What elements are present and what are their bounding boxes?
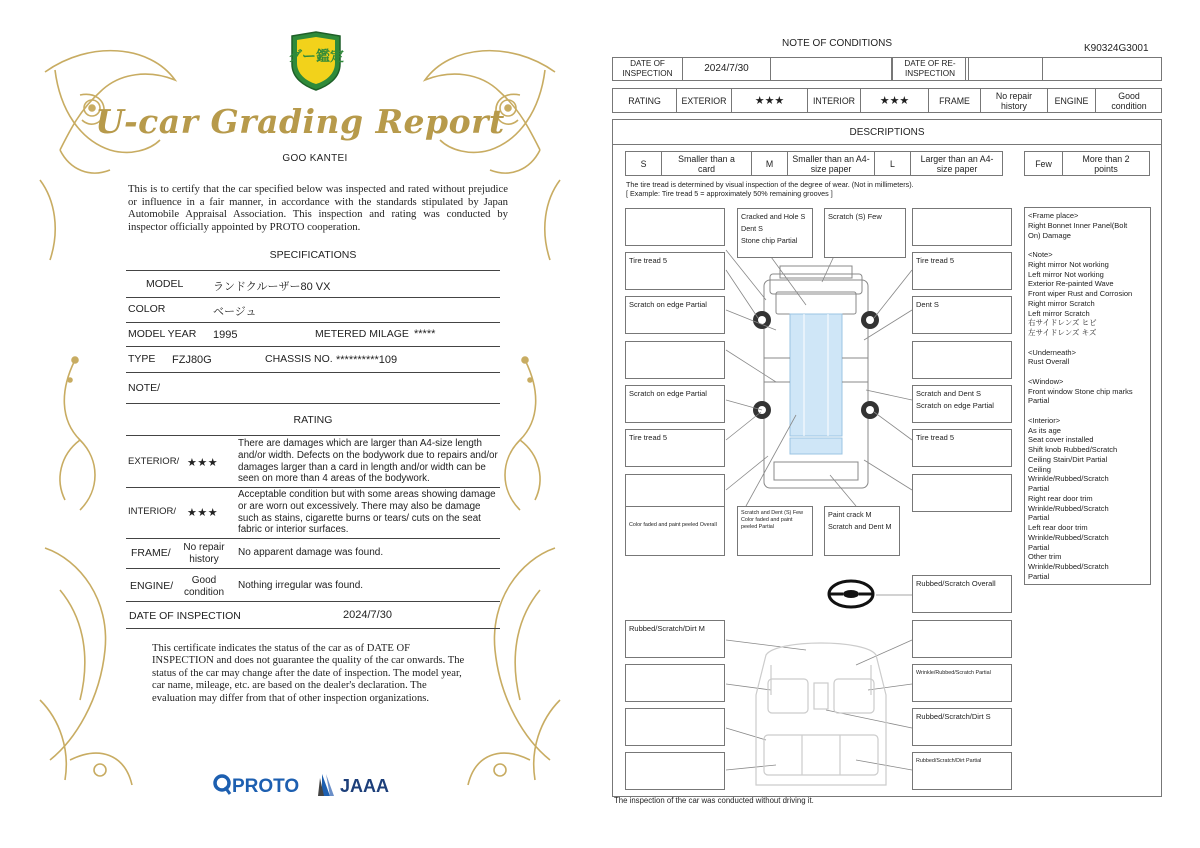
certify-text: This is to certify that the car specified below was inspected and rated without prejudice or influence in a fair manner, in accordance with the standards stipulated by Japan Automobile Appraisal Association. This inspection and rating was conducted by inspector officially appointed by PROTO cooperation.	[128, 183, 508, 233]
divider	[126, 403, 500, 404]
chassis-value: **********109	[336, 354, 398, 366]
detail-line: <Underneath>	[1028, 347, 1076, 357]
detail-line: Wrinkle/Rubbed/Scratch	[1028, 503, 1109, 513]
note-text: Color faded and paint peeled Partial	[741, 517, 793, 530]
footer-logos	[212, 770, 402, 800]
divider	[126, 270, 500, 271]
note-box	[912, 474, 1012, 512]
model-value: ランドクルーザー80 VX	[213, 281, 331, 293]
exterior-label: EXTERIOR/	[128, 456, 180, 467]
goo-kantei-badge-icon	[288, 30, 344, 92]
engine-label: ENGINE	[1048, 89, 1096, 112]
date-of-reinspection-label: DATE OF RE-INSPECTION	[891, 58, 969, 80]
detail-line: Other trim	[1028, 552, 1062, 562]
detail-line: Seat cover installed	[1028, 435, 1094, 445]
detail-line: Partial	[1028, 396, 1050, 406]
note-text: Cracked and Hole S	[741, 212, 806, 221]
note-text: Stone chip Partial	[741, 236, 798, 245]
note-box	[625, 752, 725, 790]
note-box	[912, 341, 1012, 379]
detail-line: 右サイドレンズ ヒビ	[1028, 318, 1097, 328]
divider	[126, 628, 500, 629]
model-year-value: 1995	[213, 329, 238, 341]
rating-label: RATING	[613, 89, 677, 112]
legend-few-desc: More than 2 points	[1082, 153, 1130, 174]
note-text: Rubbed/Scratch/Dirt S	[916, 712, 991, 721]
note-box-left-tire-front	[625, 252, 725, 290]
detail-line: Partial	[1028, 571, 1050, 581]
detail-line: Front window Stone chip marks	[1028, 386, 1133, 396]
engine-description: Nothing irregular was found.	[238, 580, 364, 591]
noc-id: K90324G3001	[1084, 43, 1149, 54]
detail-line: Left mirror Not working	[1028, 269, 1104, 279]
detail-line: On) Damage	[1028, 230, 1071, 240]
spacer	[1028, 406, 1147, 416]
note-box	[912, 620, 1012, 658]
legend-l-desc: Larger than an A4-size paper	[920, 153, 994, 174]
frame-value: No repair history	[981, 89, 1048, 112]
detail-line: Right Bonnet Inner Panel(Bolt	[1028, 220, 1128, 230]
note-box-bottom-left	[625, 506, 725, 556]
detail-line: As its age	[1028, 425, 1061, 435]
rating-heading: RATING	[293, 414, 333, 426]
engine-value: Good condition	[1111, 90, 1147, 111]
note-box-top-right	[824, 208, 906, 258]
note-text: Scratch and Dent M	[828, 522, 892, 531]
spacer	[1028, 338, 1147, 348]
divider	[126, 435, 500, 436]
note-text: Rubbed/Scratch/Dirt M	[629, 624, 705, 633]
note-box-left-4	[625, 385, 725, 423]
detail-line: 左サイドレンズ キズ	[1028, 328, 1097, 337]
divider	[126, 487, 500, 488]
note-box-interior-right-2	[912, 664, 1012, 702]
report-title: U-car Grading Report	[95, 102, 505, 141]
interior-description: Acceptable condition but with some areas showing damage or are worn out excessively. There may also be damage such as stains, cigarette burns or tears/ cuts on the seat fabric or interior surfaces.	[238, 489, 496, 536]
note-text: Rubbed/Scratch/Dirt Partial	[916, 758, 982, 764]
note-box	[625, 708, 725, 746]
note-text: Tire tread 5	[629, 433, 668, 442]
proto-logo-text: PROTO	[232, 776, 300, 797]
note-text: Dent S	[916, 300, 939, 309]
detail-line: Partial	[1028, 513, 1050, 523]
detail-line: Left rear door trim	[1028, 523, 1088, 532]
model-year-label: MODEL YEAR	[128, 328, 197, 340]
color-label: COLOR	[128, 303, 166, 315]
note-box	[625, 208, 725, 246]
detail-line: Right rear door trim	[1028, 493, 1093, 503]
detail-line: Partial	[1028, 484, 1050, 493]
note-text: Wrinkle/Rubbed/Scratch Partial	[916, 670, 991, 676]
legend-l: L	[875, 152, 911, 175]
divider	[126, 297, 500, 298]
milage-label: METERED MILAGE	[315, 328, 409, 340]
detail-line: <Interior>	[1028, 415, 1061, 425]
note-text: Scratch on edge Partial	[916, 401, 994, 410]
note-text: Tire tread 5	[916, 256, 955, 265]
note-text: Scratch and Dent (S) Few	[741, 510, 804, 516]
detail-line: Left mirror Scratch	[1028, 308, 1090, 318]
note-box-right-tire-rear	[912, 429, 1012, 467]
exterior-stars: ★★★	[187, 456, 219, 469]
tire-example: [ Example: Tire tread 5 = approximately 50% remaining grooves ]	[626, 189, 833, 198]
proto-jaaa-logo-icon	[212, 770, 402, 800]
divider	[126, 601, 500, 602]
type-value: FZJ80G	[172, 354, 212, 366]
note-box-left-tire-rear	[625, 429, 725, 467]
car-interior-diagram	[736, 635, 906, 795]
detail-line: Ceiling	[1028, 464, 1051, 474]
detail-line: Wrinkle/Rubbed/Scratch	[1028, 532, 1109, 542]
milage-value: *****	[414, 328, 436, 340]
divider	[126, 346, 500, 347]
detail-notes-box	[1024, 207, 1151, 585]
specifications-heading: SPECIFICATIONS	[269, 249, 357, 261]
note-box-bottom-center	[737, 506, 813, 556]
note-box	[625, 341, 725, 379]
interior-stars: ★★★	[187, 506, 219, 519]
note-text: Paint crack M	[828, 510, 872, 519]
note-box-right-2	[912, 296, 1012, 334]
note-box	[912, 208, 1012, 246]
legend-m: M	[752, 152, 788, 175]
detail-line: <Note>	[1028, 250, 1053, 259]
exterior-description: There are damages which are larger than A4-size length and/or width. Defects on the bodywork due to repairs and/or damages larger than a card in length and/or width can be seen on more than 4 areas of the bodywork.	[238, 438, 498, 485]
type-label: TYPE	[128, 353, 156, 365]
note-label: NOTE/	[128, 382, 161, 394]
detail-line: Wrinkle/Rubbed/Scratch	[1028, 474, 1109, 484]
note-text: Scratch on edge Partial	[629, 300, 707, 309]
note-box-bottom-right	[824, 506, 900, 556]
chassis-label: CHASSIS NO.	[265, 353, 333, 365]
frame-label: FRAME	[929, 89, 981, 112]
noc-title: NOTE OF CONDITIONS	[782, 38, 892, 49]
frame-value: No repair history	[183, 542, 225, 565]
note-text: Scratch on edge Partial	[629, 389, 707, 398]
certificate-note: This certificate indicates the status of the car as of DATE OF INSPECTION and does not guarantee the quality of the car onwards. The status of the car may change after the date of inspection. The model year, car name, mileage, etc. are based on the dealer's declaration. The evaluation may differ from that of other inspection organizations.	[152, 643, 465, 704]
spacer	[1028, 367, 1147, 377]
detail-line: Front wiper Rust and Corrosion	[1028, 289, 1133, 298]
divider	[126, 568, 500, 569]
note-text: Dent S	[741, 224, 763, 233]
note-text: Color faded and paint peeled Overall	[629, 522, 717, 528]
detail-line: Partial	[1028, 542, 1050, 552]
descriptions-heading: DESCRIPTIONS	[849, 127, 925, 138]
exterior-stars: ★★★	[732, 89, 808, 112]
color-value: ベージュ	[213, 306, 257, 318]
note-box-steering	[912, 575, 1012, 613]
divider	[126, 538, 500, 539]
note-box	[625, 664, 725, 702]
engine-label: ENGINE/	[130, 580, 174, 592]
note-text: Rubbed/Scratch Overall	[916, 579, 996, 588]
divider	[126, 322, 500, 323]
note-box-interior-right-3	[912, 708, 1012, 746]
note-box-left-2	[625, 296, 725, 334]
footnote: The inspection of the car was conducted without driving it.	[614, 796, 814, 805]
report-subtitle: GOO KANTEI	[282, 153, 348, 164]
date-label: DATE OF INSPECTION	[129, 610, 241, 622]
spacer	[1028, 240, 1147, 250]
date-of-inspection-value: 2024/7/30	[683, 58, 771, 80]
frame-label: FRAME/	[131, 547, 171, 559]
note-box-top-center	[737, 208, 813, 258]
badge-text: グー鑑定	[288, 49, 344, 65]
frame-description: No apparent damage was found.	[238, 547, 384, 558]
detail-line: Right mirror Scratch	[1028, 298, 1095, 308]
divider	[126, 372, 500, 373]
note-of-conditions	[606, 0, 1200, 848]
engine-value: Good condition	[183, 575, 225, 598]
date-of-inspection-label: DATE OF INSPECTION	[613, 58, 683, 80]
detail-line: Wrinkle/Rubbed/Scratch	[1028, 562, 1109, 571]
note-text: Scratch (S) Few	[828, 212, 882, 221]
note-text: Tire tread 5	[629, 256, 668, 265]
detail-line: Exterior Re-painted Wave	[1028, 279, 1114, 289]
steering-wheel-icon	[826, 578, 876, 610]
detail-line: <Window>	[1028, 376, 1064, 386]
note-text: Tire tread 5	[916, 433, 955, 442]
note-box-right-4	[912, 385, 1012, 423]
interior-label: INTERIOR/	[128, 506, 177, 517]
note-box-interior-left-1	[625, 620, 725, 658]
legend-few: Few	[1025, 152, 1063, 175]
note-box-interior-right-4	[912, 752, 1012, 790]
interior-stars: ★★★	[861, 89, 929, 112]
legend-s-desc: Smaller than a card	[662, 152, 752, 175]
detail-line: Ceiling Stain/Dirt Partial	[1028, 454, 1108, 464]
legend-m-desc: Smaller than an A4-size paper	[788, 152, 875, 175]
jaaa-logo-text: JAAA	[340, 776, 390, 796]
detail-line: Right mirror Not working	[1028, 259, 1109, 269]
model-label: MODEL	[146, 278, 184, 290]
tire-note: The tire tread is determined by visual inspection of the degree of wear. (Not in millimeters).	[626, 180, 914, 189]
exterior-label: EXTERIOR	[677, 89, 732, 112]
legend-s: S	[626, 152, 662, 175]
detail-line: Shift knob Rubbed/Scratch	[1028, 445, 1118, 454]
detail-line: <Frame place>	[1028, 211, 1079, 220]
detail-line: Rust Overall	[1028, 357, 1070, 367]
note-box-right-tire-front	[912, 252, 1012, 290]
interior-label: INTERIOR	[808, 89, 861, 112]
note-text: Scratch and Dent S	[916, 389, 982, 398]
date-value: 2024/7/30	[343, 609, 392, 621]
